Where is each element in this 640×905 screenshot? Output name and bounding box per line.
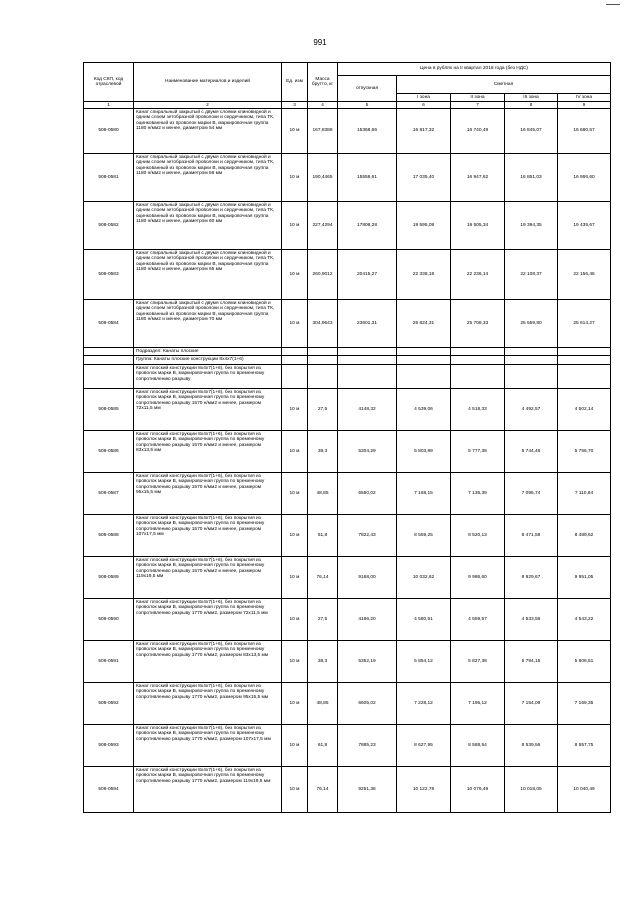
row-zone-1: 4 539,06 bbox=[397, 389, 451, 431]
table-row bbox=[84, 473, 611, 515]
row-code: 508-0589 bbox=[84, 557, 134, 599]
table-row bbox=[84, 725, 611, 767]
row-zone-2: 7 195,12 bbox=[451, 683, 505, 725]
row-zone-4: 9 951,05 bbox=[558, 557, 611, 599]
row-name: Канат плоский конструкции 8х4х7(1+6), без покрытия из проволок марки В, маркировочная группа по временному сопротивлению разрыву 1770 н/мм2, размером 83х13,5 мм bbox=[134, 641, 282, 683]
row-code: 508-0586 bbox=[84, 431, 134, 473]
table-row bbox=[84, 557, 611, 599]
row-zone-3: 19 394,35 bbox=[505, 202, 558, 250]
row-unit: 10 м bbox=[282, 389, 308, 431]
row-name: Канат спиральный закрытый с двумя слоями клиновидной и одним слоем зетобразной проволоки и сердечником, типа ТК, оцинкованный из проволок марки В, маркировочная группа 1180 н/мм2 и менее, диаметром 56 мм bbox=[134, 154, 282, 202]
row-mass: 48,85 bbox=[308, 473, 338, 515]
row-zone-4: 4 543,22 bbox=[558, 599, 611, 641]
col-number: 2 bbox=[134, 102, 282, 109]
table-row bbox=[84, 300, 611, 348]
row-unit: 10 м bbox=[282, 431, 308, 473]
row-zone-4: 19 435,67 bbox=[558, 202, 611, 250]
group-title: Группа: Канаты плоские конструкции 8х4х7(1+6) bbox=[134, 356, 282, 365]
row-retail: 5304,29 bbox=[338, 431, 397, 473]
row-zone-3: 7 095,74 bbox=[505, 473, 558, 515]
row-zone-1: 8 627,95 bbox=[397, 725, 451, 767]
row-zone-1: 7 168,15 bbox=[397, 473, 451, 515]
row-mass: 260,9012 bbox=[308, 250, 338, 300]
header-estimate: Сметная bbox=[397, 76, 611, 94]
row-zone-3: 5 744,46 bbox=[505, 431, 558, 473]
row-zone-4: 7 110,84 bbox=[558, 473, 611, 515]
row-retail: 5352,19 bbox=[338, 641, 397, 683]
row-zone-4: 5 806,51 bbox=[558, 641, 611, 683]
row-name: Канат плоский конструкции 8х4х7(1+6), без покрытия из проволок марки В, маркировочная группа по временному сопротивлению разрыву 1770 н/мм2, размером 72х11,5 мм bbox=[134, 599, 282, 641]
row-name: Канат плоский конструкции 8х4х7(1+6), без покрытия из проволок марки В, маркировочная группа по временному сопротивлению разрыву 1570 н/мм2 и менее, размером 95х15,5 мм bbox=[134, 473, 282, 515]
scan-mark bbox=[606, 4, 620, 5]
row-name: Канат плоский конструкции 8х4х7(1+6), без покрытия из проволок марки В, маркировочная группа по временному сопротивлению разрыву 1570 н/мм2 и менее, размером 72х11,5 мм bbox=[134, 389, 282, 431]
row-zone-1: 8 559,25 bbox=[397, 515, 451, 557]
table-row bbox=[84, 515, 611, 557]
row-retail: 23601,31 bbox=[338, 300, 397, 348]
row-code: 508-0585 bbox=[84, 389, 134, 431]
col-number: 5 bbox=[338, 102, 397, 109]
row-mass: 27,5 bbox=[308, 599, 338, 641]
row-code: 508-0592 bbox=[84, 683, 134, 725]
row-zone-1: 10 032,62 bbox=[397, 557, 451, 599]
col-number: 9 bbox=[558, 102, 611, 109]
row-zone-3: 9 929,67 bbox=[505, 557, 558, 599]
row-unit: 10 м bbox=[282, 725, 308, 767]
row-zone-4: 10 040,49 bbox=[558, 767, 611, 813]
row-code: 508-0587 bbox=[84, 473, 134, 515]
row-mass: 76,14 bbox=[308, 767, 338, 813]
row-mass: 76,14 bbox=[308, 557, 338, 599]
row-name: Канат плоский конструкции 8х4х7(1+6), без покрытия из проволок марки В, маркировочная группа по временному сопротивлению разрыву 1570 н/мм2 и менее, размером 107х17,5 мм bbox=[134, 515, 282, 557]
group-description: Канат плоский конструкции 8х4х7(1+6), без покрытия из проволок марки В, маркировочная группа по временному сопротивлению разрыву bbox=[134, 365, 282, 389]
row-mass: 61,8 bbox=[308, 515, 338, 557]
row-zone-2: 4 518,33 bbox=[451, 389, 505, 431]
row-zone-3: 16 845,07 bbox=[505, 109, 558, 154]
row-zone-2: 5 777,38 bbox=[451, 431, 505, 473]
group-row bbox=[84, 356, 611, 365]
row-zone-2: 5 827,38 bbox=[451, 641, 505, 683]
row-code: 508-0582 bbox=[84, 202, 134, 250]
row-name: Канат плоский конструкции 8х4х7(1+6), без покрытия из проволок марки В, маркировочная группа по временному сопротивлению разрыву 1770 н/мм2, размером 119х19,5 мм bbox=[134, 767, 282, 813]
row-zone-4: 16 680,57 bbox=[558, 109, 611, 154]
row-zone-3: 25 559,80 bbox=[505, 300, 558, 348]
row-mass: 227,4294 bbox=[308, 202, 338, 250]
header-price-group: Цена в рублях на II квартал 2018 года (без НДС) bbox=[338, 63, 611, 76]
row-zone-4: 5 756,70 bbox=[558, 431, 611, 473]
row-zone-1: 17 035,40 bbox=[397, 154, 451, 202]
row-retail: 7822,43 bbox=[338, 515, 397, 557]
header-zone-1: I зона bbox=[397, 94, 451, 102]
row-unit: 10 м bbox=[282, 767, 308, 813]
row-retail: 9168,00 bbox=[338, 557, 397, 599]
row-zone-2: 9 986,60 bbox=[451, 557, 505, 599]
header-zone-3: III зона bbox=[505, 94, 558, 102]
row-unit: 10 м bbox=[282, 202, 308, 250]
subsection-title: Подраздел: Канаты плоские bbox=[134, 348, 282, 356]
row-retail: 6550,02 bbox=[338, 473, 397, 515]
group-desc-row bbox=[84, 365, 611, 389]
row-code: 508-0593 bbox=[84, 725, 134, 767]
row-zone-3: 4 492,57 bbox=[505, 389, 558, 431]
row-mass: 38,3 bbox=[308, 431, 338, 473]
header-retail: отпускная bbox=[338, 76, 397, 102]
row-unit: 10 м bbox=[282, 300, 308, 348]
col-number: 6 bbox=[397, 102, 451, 109]
row-name: Канат плоский конструкции 8х4х7(1+6), без покрытия из проволок марки В, маркировочная группа по временному сопротивлению разрыву 1570 н/мм2 и менее, размером 119х19,5 мм bbox=[134, 557, 282, 599]
row-zone-1: 5 854,12 bbox=[397, 641, 451, 683]
row-zone-4: 22 156,46 bbox=[558, 250, 611, 300]
row-zone-1: 5 803,89 bbox=[397, 431, 451, 473]
row-zone-1: 10 122,78 bbox=[397, 767, 451, 813]
table-row bbox=[84, 154, 611, 202]
table-row bbox=[84, 599, 611, 641]
row-retail: 17808,28 bbox=[338, 202, 397, 250]
row-zone-1: 25 824,31 bbox=[397, 300, 451, 348]
row-zone-4: 8 557,75 bbox=[558, 725, 611, 767]
row-zone-2: 25 708,33 bbox=[451, 300, 505, 348]
table-row bbox=[84, 202, 611, 250]
table-row bbox=[84, 767, 611, 813]
row-name: Канат спиральный закрытый с двумя слоями клиновидной и одним слоем зетобразной проволоки и сердечником, типа ТК, оцинкованный из проволок марки В, маркировочная группа 1180 н/мм2 и менее, диаметром 60 мм bbox=[134, 202, 282, 250]
row-zone-2: 4 559,57 bbox=[451, 599, 505, 641]
row-code: 508-0584 bbox=[84, 300, 134, 348]
header-unit: Ед. изм bbox=[282, 63, 308, 102]
row-zone-2: 10 076,49 bbox=[451, 767, 505, 813]
row-name: Канат плоский конструкции 8х4х7(1+6), без покрытия из проволок марки В, маркировочная группа по временному сопротивлению разрыву 1770 н/мм2, размером 95х15,5 мм bbox=[134, 683, 282, 725]
row-mass: 61,8 bbox=[308, 725, 338, 767]
row-code: 508-0583 bbox=[84, 250, 134, 300]
row-retail: 20415,27 bbox=[338, 250, 397, 300]
row-code: 508-0580 bbox=[84, 109, 134, 154]
row-name: Канат спиральный закрытый с двумя слоями клиновидной и одним слоем зетобразной проволоки и сердечником, типа ТК, оцинкованный из проволок марки В, маркировочная группа 1180 н/мм2 и менее, диаметром 70 мм bbox=[134, 300, 282, 348]
row-mass: 190,4465 bbox=[308, 154, 338, 202]
row-unit: 10 м bbox=[282, 473, 308, 515]
row-zone-1: 16 817,32 bbox=[397, 109, 451, 154]
col-number: 8 bbox=[505, 102, 558, 109]
row-zone-3: 8 539,56 bbox=[505, 725, 558, 767]
row-unit: 10 м bbox=[282, 683, 308, 725]
row-zone-4: 7 169,35 bbox=[558, 683, 611, 725]
row-zone-1: 22 338,18 bbox=[397, 250, 451, 300]
row-zone-2: 16 740,49 bbox=[451, 109, 505, 154]
row-code: 508-0594 bbox=[84, 767, 134, 813]
row-retail: 7885,23 bbox=[338, 725, 397, 767]
row-zone-3: 8 471,58 bbox=[505, 515, 558, 557]
row-zone-3: 10 018,05 bbox=[505, 767, 558, 813]
table-row bbox=[84, 683, 611, 725]
row-zone-3: 5 794,15 bbox=[505, 641, 558, 683]
row-zone-1: 19 595,08 bbox=[397, 202, 451, 250]
row-zone-3: 16 851,03 bbox=[505, 154, 558, 202]
row-retail: 15368,66 bbox=[338, 109, 397, 154]
page-number: 991 bbox=[313, 38, 327, 47]
col-number: 3 bbox=[282, 102, 308, 109]
row-name: Канат плоский конструкции 8х4х7(1+6), без покрытия из проволок марки В, маркировочная группа по временному сопротивлению разрыву 1570 н/мм2 и менее, размером 83х13,5 мм bbox=[134, 431, 282, 473]
row-zone-3: 22 108,37 bbox=[505, 250, 558, 300]
row-zone-1: 7 228,12 bbox=[397, 683, 451, 725]
row-name: Канат плоский конструкции 8х4х7(1+6), без покрытия из проволок марки В, маркировочная группа по временному сопротивлению разрыву 1770 н/мм2, размером 107х17,5 мм bbox=[134, 725, 282, 767]
row-unit: 10 м bbox=[282, 250, 308, 300]
row-unit: 10 м bbox=[282, 515, 308, 557]
row-code: 508-0588 bbox=[84, 515, 134, 557]
price-table bbox=[83, 62, 611, 813]
row-retail: 4148,32 bbox=[338, 389, 397, 431]
row-code: 508-0590 bbox=[84, 599, 134, 641]
row-zone-2: 22 236,14 bbox=[451, 250, 505, 300]
column-number-row bbox=[84, 102, 611, 109]
row-mass: 38,3 bbox=[308, 641, 338, 683]
row-code: 508-0591 bbox=[84, 641, 134, 683]
header-name: Наименование материалов и изделий bbox=[134, 63, 282, 102]
row-unit: 10 м bbox=[282, 557, 308, 599]
row-retail: 9251,36 bbox=[338, 767, 397, 813]
table-row bbox=[84, 389, 611, 431]
table-row bbox=[84, 250, 611, 300]
row-zone-4: 16 866,60 bbox=[558, 154, 611, 202]
row-zone-2: 19 505,34 bbox=[451, 202, 505, 250]
row-retail: 4186,20 bbox=[338, 599, 397, 641]
row-zone-2: 7 136,39 bbox=[451, 473, 505, 515]
header-zone-4: IV зона bbox=[558, 94, 611, 102]
row-zone-3: 4 533,56 bbox=[505, 599, 558, 641]
row-mass: 167,8386 bbox=[308, 109, 338, 154]
row-zone-4: 4 502,14 bbox=[558, 389, 611, 431]
row-unit: 10 м bbox=[282, 641, 308, 683]
row-name: Канат спиральный закрытый с двумя слоями клиновидной и одним слоем зетобразной проволоки и сердечником, типа ТК, оцинкованный из проволок марки В, маркировочная группа 1180 н/мм2 и менее, диаметром 54 мм bbox=[134, 109, 282, 154]
row-zone-2: 8 588,54 bbox=[451, 725, 505, 767]
row-unit: 10 м bbox=[282, 109, 308, 154]
col-number: 7 bbox=[451, 102, 505, 109]
row-name: Канат спиральный закрытый с двумя слоями клиновидной и одним слоем зетобразной проволоки и сердечником, типа ТК, оцинкованный из проволок марки В, маркировочная группа 1180 н/мм2 и менее, диаметром 65 мм bbox=[134, 250, 282, 300]
row-retail: 15559,61 bbox=[338, 154, 397, 202]
col-number: 4 bbox=[308, 102, 338, 109]
subsection-row bbox=[84, 348, 611, 356]
row-mass: 304,9643 bbox=[308, 300, 338, 348]
row-zone-4: 8 489,62 bbox=[558, 515, 611, 557]
row-zone-4: 25 614,27 bbox=[558, 300, 611, 348]
header-code: Код СКП, код отраслевой bbox=[84, 63, 134, 102]
row-retail: 6605,02 bbox=[338, 683, 397, 725]
col-number: 1 bbox=[84, 102, 134, 109]
table-row bbox=[84, 641, 611, 683]
header-mass: Масса брутто, кг bbox=[308, 63, 338, 102]
table-row bbox=[84, 431, 611, 473]
row-zone-3: 7 154,09 bbox=[505, 683, 558, 725]
table-row bbox=[84, 109, 611, 154]
row-zone-2: 8 520,13 bbox=[451, 515, 505, 557]
row-code: 508-0581 bbox=[84, 154, 134, 202]
row-mass: 48,85 bbox=[308, 683, 338, 725]
row-unit: 10 м bbox=[282, 599, 308, 641]
row-mass: 27,5 bbox=[308, 389, 338, 431]
row-zone-2: 16 947,62 bbox=[451, 154, 505, 202]
row-zone-1: 4 580,51 bbox=[397, 599, 451, 641]
header-zone-2: II зона bbox=[451, 94, 505, 102]
row-unit: 10 м bbox=[282, 154, 308, 202]
